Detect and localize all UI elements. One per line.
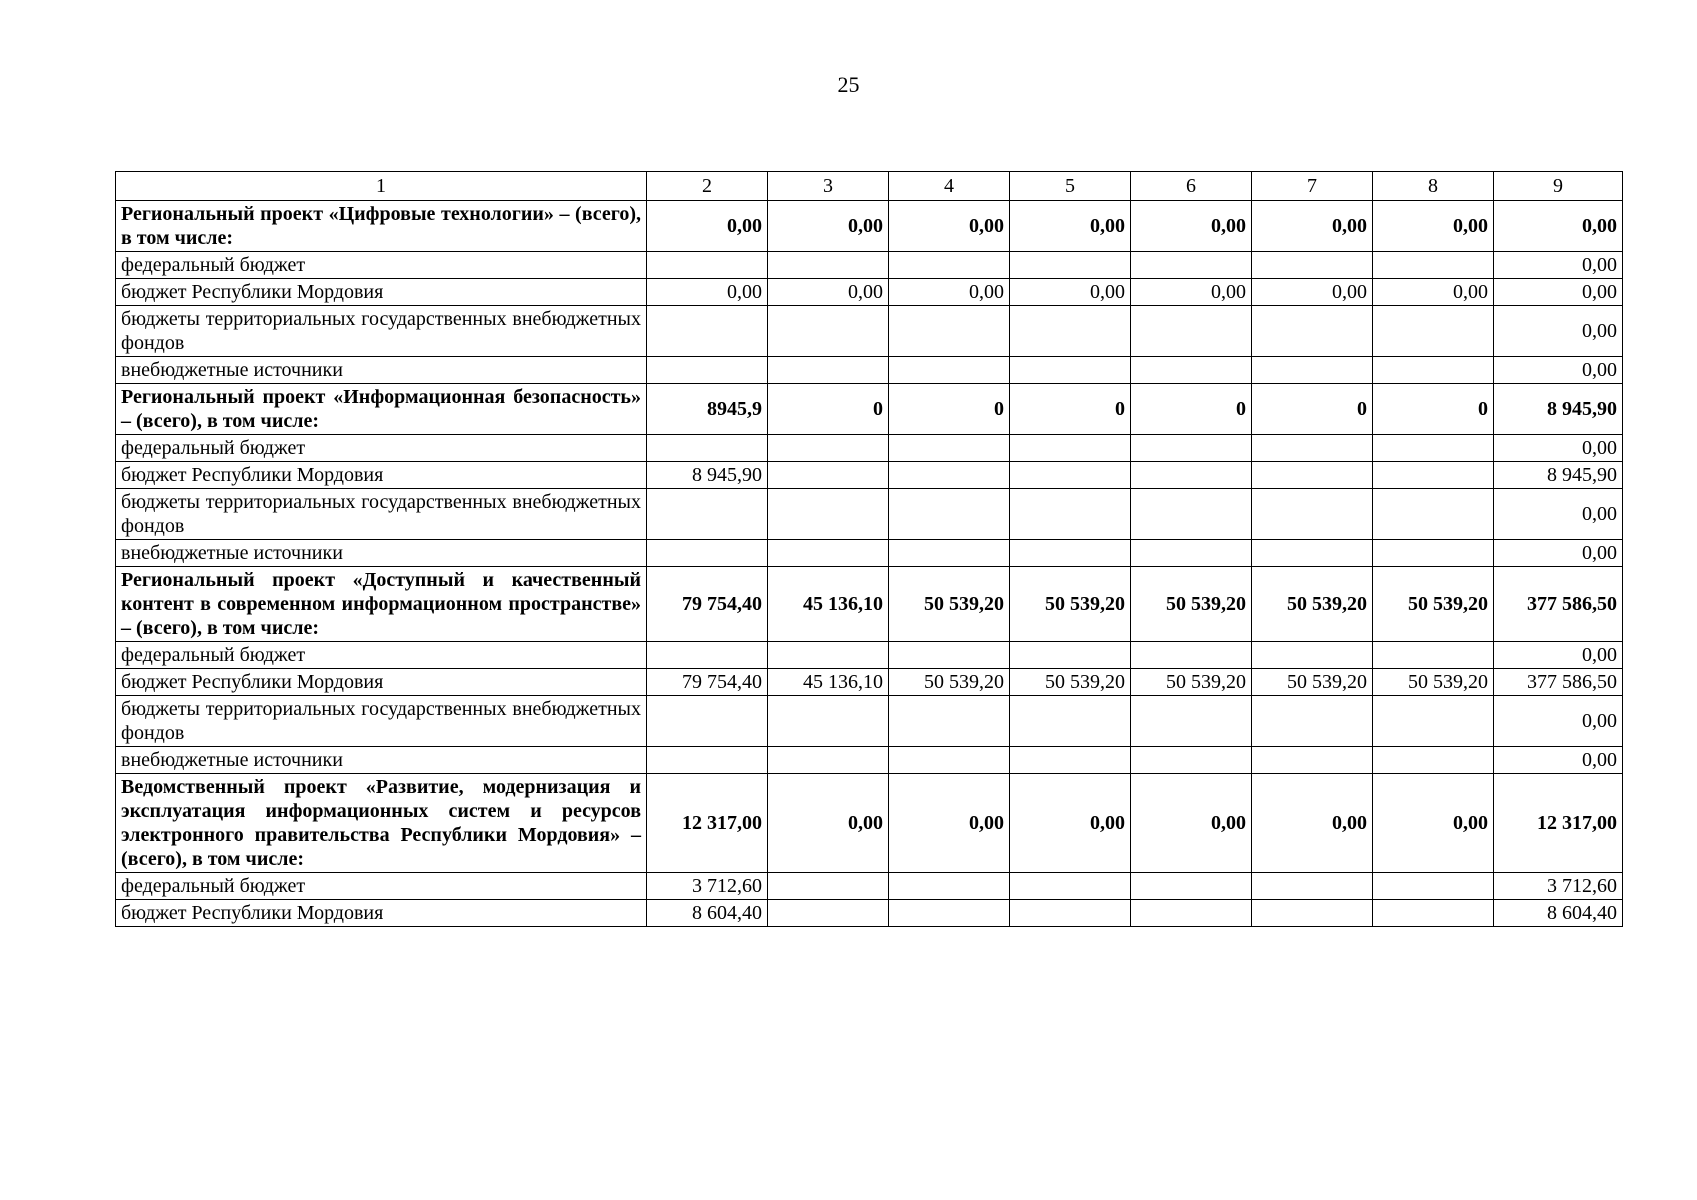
value-cell: 377 586,50 [1494, 669, 1623, 696]
value-cell [1131, 306, 1252, 357]
value-cell: 50 539,20 [1131, 567, 1252, 642]
value-cell: 0,00 [1373, 279, 1494, 306]
budget-table [115, 171, 1623, 927]
value-cell: 0,00 [1494, 642, 1623, 669]
value-cell: 45 136,10 [768, 669, 889, 696]
value-cell [1373, 696, 1494, 747]
value-cell [1373, 540, 1494, 567]
value-cell [1252, 642, 1373, 669]
value-cell: 50 539,20 [1010, 567, 1131, 642]
value-cell: 0,00 [768, 201, 889, 252]
value-cell [1131, 489, 1252, 540]
value-cell: 0,00 [1010, 279, 1131, 306]
row-label: федеральный бюджет [116, 435, 647, 462]
value-cell: 50 539,20 [1373, 567, 1494, 642]
row-label: федеральный бюджет [116, 873, 647, 900]
column-header: 7 [1252, 172, 1373, 201]
value-cell [1373, 306, 1494, 357]
value-cell [768, 900, 889, 927]
value-cell [1010, 900, 1131, 927]
value-cell: 50 539,20 [889, 669, 1010, 696]
value-cell: 8 945,90 [1494, 384, 1623, 435]
column-header: 1 [116, 172, 647, 201]
row-label: бюджет Республики Мордовия [116, 279, 647, 306]
column-header: 4 [889, 172, 1010, 201]
value-cell: 45 136,10 [768, 567, 889, 642]
value-cell [1010, 306, 1131, 357]
value-cell [1131, 462, 1252, 489]
value-cell [889, 696, 1010, 747]
value-cell: 0,00 [889, 774, 1010, 873]
value-cell: 50 539,20 [1252, 669, 1373, 696]
value-cell [768, 306, 889, 357]
value-cell: 0 [1252, 384, 1373, 435]
value-cell [1373, 489, 1494, 540]
value-cell [647, 357, 768, 384]
value-cell [1373, 435, 1494, 462]
value-cell [1010, 873, 1131, 900]
value-cell [647, 642, 768, 669]
value-cell: 0,00 [889, 279, 1010, 306]
row-label: федеральный бюджет [116, 642, 647, 669]
project-total-row [116, 201, 1623, 252]
value-cell: 0,00 [1494, 306, 1623, 357]
value-cell: 8 945,90 [1494, 462, 1623, 489]
column-header: 5 [1010, 172, 1131, 201]
row-label: внебюджетные источники [116, 747, 647, 774]
project-total-row [116, 774, 1623, 873]
value-cell [889, 642, 1010, 669]
value-cell [889, 435, 1010, 462]
value-cell: 79 754,40 [647, 567, 768, 642]
value-cell [889, 489, 1010, 540]
column-header: 6 [1131, 172, 1252, 201]
value-cell [1373, 252, 1494, 279]
value-cell: 12 317,00 [1494, 774, 1623, 873]
row-label: Региональный проект «Информационная безопасность» – (всего), в том числе: [116, 384, 647, 435]
value-cell [768, 489, 889, 540]
row-label: бюджеты территориальных государственных внебюджетных фондов [116, 489, 647, 540]
value-cell: 377 586,50 [1494, 567, 1623, 642]
value-cell: 0,00 [1494, 435, 1623, 462]
value-cell: 0 [889, 384, 1010, 435]
value-cell [768, 540, 889, 567]
value-cell: 0,00 [1131, 279, 1252, 306]
value-cell: 0,00 [1494, 357, 1623, 384]
row-label: бюджет Республики Мордовия [116, 462, 647, 489]
value-cell [1010, 642, 1131, 669]
value-cell: 0,00 [1131, 201, 1252, 252]
value-cell: 0 [768, 384, 889, 435]
value-cell [1010, 435, 1131, 462]
value-cell: 0,00 [1131, 774, 1252, 873]
value-cell: 0,00 [889, 201, 1010, 252]
funding-source-row [116, 279, 1623, 306]
value-cell [1131, 435, 1252, 462]
funding-source-row [116, 900, 1623, 927]
value-cell [647, 747, 768, 774]
value-cell: 0,00 [1010, 774, 1131, 873]
value-cell [1131, 540, 1252, 567]
value-cell: 0,00 [1494, 540, 1623, 567]
value-cell [1252, 462, 1373, 489]
value-cell [1373, 747, 1494, 774]
value-cell: 0,00 [1373, 774, 1494, 873]
value-cell: 0,00 [1494, 489, 1623, 540]
value-cell [1373, 873, 1494, 900]
row-label: Региональный проект «Доступный и качественный контент в современном информационном пространстве» – (всего), в том числе: [116, 567, 647, 642]
value-cell [1252, 252, 1373, 279]
funding-source-row [116, 306, 1623, 357]
row-label: внебюджетные источники [116, 357, 647, 384]
page-number: 25 [837, 72, 860, 97]
value-cell [768, 462, 889, 489]
column-header: 3 [768, 172, 889, 201]
value-cell [1010, 540, 1131, 567]
value-cell [647, 696, 768, 747]
value-cell: 8 604,40 [1494, 900, 1623, 927]
value-cell [1252, 747, 1373, 774]
value-cell: 8 945,90 [647, 462, 768, 489]
value-cell [1252, 306, 1373, 357]
value-cell: 0,00 [1010, 201, 1131, 252]
value-cell: 79 754,40 [647, 669, 768, 696]
value-cell [1373, 900, 1494, 927]
value-cell: 0,00 [768, 774, 889, 873]
funding-source-row [116, 435, 1623, 462]
value-cell [889, 306, 1010, 357]
value-cell: 0,00 [1252, 774, 1373, 873]
value-cell: 0,00 [1494, 747, 1623, 774]
value-cell: 8 604,40 [647, 900, 768, 927]
row-label: бюджет Республики Мордовия [116, 900, 647, 927]
value-cell [768, 873, 889, 900]
project-total-row [116, 567, 1623, 642]
funding-source-row [116, 747, 1623, 774]
value-cell [1252, 900, 1373, 927]
value-cell: 0,00 [1252, 279, 1373, 306]
funding-source-row [116, 489, 1623, 540]
value-cell: 50 539,20 [1131, 669, 1252, 696]
value-cell [889, 540, 1010, 567]
value-cell [1252, 873, 1373, 900]
row-label: бюджеты территориальных государственных внебюджетных фондов [116, 306, 647, 357]
funding-source-row [116, 252, 1623, 279]
value-cell [889, 462, 1010, 489]
value-cell [768, 696, 889, 747]
value-cell [647, 489, 768, 540]
value-cell: 0,00 [1373, 201, 1494, 252]
value-cell: 50 539,20 [1252, 567, 1373, 642]
value-cell [647, 435, 768, 462]
value-cell [889, 900, 1010, 927]
row-label: внебюджетные источники [116, 540, 647, 567]
value-cell [1010, 696, 1131, 747]
funding-source-row [116, 540, 1623, 567]
value-cell: 50 539,20 [1010, 669, 1131, 696]
value-cell [1131, 696, 1252, 747]
value-cell [889, 747, 1010, 774]
value-cell [1252, 357, 1373, 384]
value-cell [768, 747, 889, 774]
value-cell [1131, 357, 1252, 384]
value-cell [1131, 252, 1252, 279]
header-row [116, 172, 1623, 201]
row-label: Ведомственный проект «Развитие, модернизация и эксплуатация информационных систем и ресурсов электронного правительства Республики Мордовия» – (всего), в том числе: [116, 774, 647, 873]
value-cell: 12 317,00 [647, 774, 768, 873]
row-label: бюджет Республики Мордовия [116, 669, 647, 696]
value-cell [1252, 696, 1373, 747]
value-cell [1252, 540, 1373, 567]
value-cell [768, 642, 889, 669]
column-header: 8 [1373, 172, 1494, 201]
value-cell [647, 252, 768, 279]
funding-source-row [116, 873, 1623, 900]
value-cell [1010, 462, 1131, 489]
value-cell [1010, 747, 1131, 774]
column-header: 2 [647, 172, 768, 201]
funding-source-row [116, 357, 1623, 384]
value-cell [889, 252, 1010, 279]
value-cell: 0,00 [1494, 201, 1623, 252]
value-cell [1373, 642, 1494, 669]
value-cell [1010, 252, 1131, 279]
value-cell [647, 540, 768, 567]
value-cell [889, 357, 1010, 384]
value-cell [768, 357, 889, 384]
value-cell [1010, 489, 1131, 540]
value-cell [647, 306, 768, 357]
row-label: Региональный проект «Цифровые технологии» – (всего), в том числе: [116, 201, 647, 252]
value-cell: 0,00 [1494, 696, 1623, 747]
value-cell [1252, 489, 1373, 540]
value-cell: 3 712,60 [647, 873, 768, 900]
value-cell: 0,00 [1494, 279, 1623, 306]
funding-source-row [116, 642, 1623, 669]
project-total-row [116, 384, 1623, 435]
value-cell [1010, 357, 1131, 384]
value-cell: 0,00 [1252, 201, 1373, 252]
value-cell [1131, 900, 1252, 927]
value-cell: 50 539,20 [1373, 669, 1494, 696]
value-cell: 0,00 [647, 279, 768, 306]
value-cell: 0,00 [768, 279, 889, 306]
value-cell [768, 435, 889, 462]
funding-source-row [116, 696, 1623, 747]
value-cell: 0,00 [1494, 252, 1623, 279]
value-cell: 50 539,20 [889, 567, 1010, 642]
value-cell [1131, 873, 1252, 900]
value-cell: 0 [1373, 384, 1494, 435]
row-label: бюджеты территориальных государственных внебюджетных фондов [116, 696, 647, 747]
value-cell [768, 252, 889, 279]
value-cell [1373, 357, 1494, 384]
table-body [116, 172, 1623, 927]
value-cell [1252, 435, 1373, 462]
value-cell [889, 873, 1010, 900]
funding-source-row [116, 669, 1623, 696]
value-cell: 0 [1131, 384, 1252, 435]
value-cell [1131, 747, 1252, 774]
value-cell: 0 [1010, 384, 1131, 435]
value-cell: 8945,9 [647, 384, 768, 435]
funding-source-row [116, 462, 1623, 489]
value-cell: 3 712,60 [1494, 873, 1623, 900]
value-cell [1131, 642, 1252, 669]
row-label: федеральный бюджет [116, 252, 647, 279]
value-cell: 0,00 [647, 201, 768, 252]
column-header: 9 [1494, 172, 1623, 201]
value-cell [1373, 462, 1494, 489]
